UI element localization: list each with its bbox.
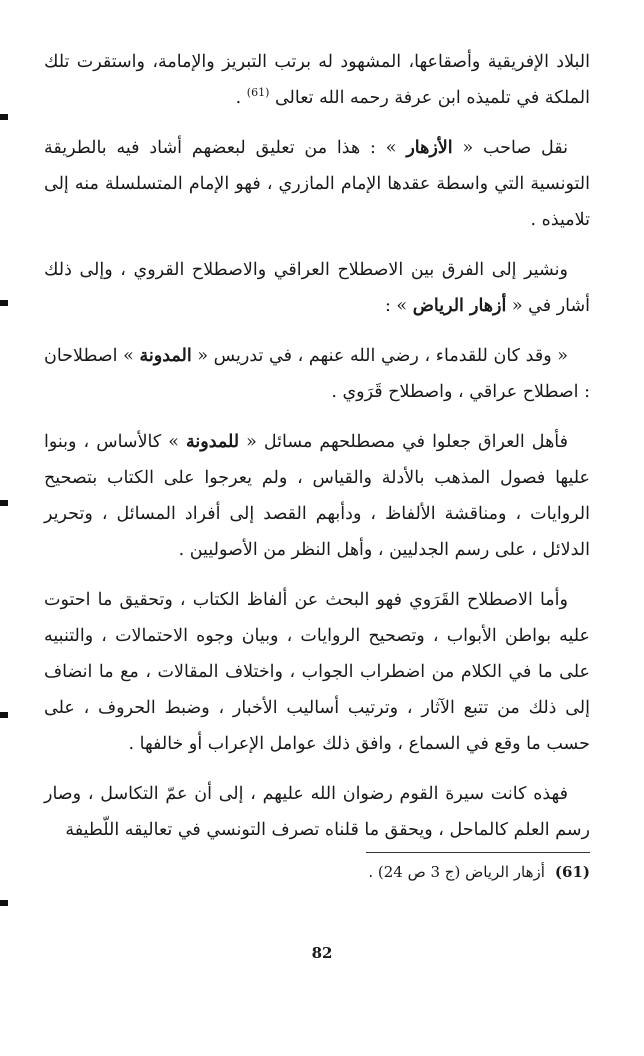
footnote-text: أزهار الرياض (ج 3 ص 24) . [368,863,545,881]
paragraph [44,776,590,848]
scan-edge-mark [0,500,8,506]
page-number: 82 [311,944,333,962]
paragraph [44,44,590,116]
text-run: وأما الاصطلاح القَرَوي فهو البحث عن ألفاظ الكتاب ، وتحقيق ما احتوت عليه بواطن الأبواب ، وتصحيح الروايات ، وبيان وجوه الاحتمالات ، والتنبيه على ما في الكلام من اضطراب الجواب ، واختلاف المقالات ، مع ما انضاف إلى ذلك من تتبع الآثار ، وترتيب أساليب الأخبار ، وضبط الحروف ، على حسب ما وقع في السماع ، وافق ذلك عوامل الإعراب أو خالفها . [44,590,590,754]
footnote [44,858,590,886]
main-text [44,44,590,862]
text-run: » : هذا من تعليق لبعضهم أشاد فيه بالطريقة التونسية التي واسطة عقدها الإمام المازري ، فهو الإمام المتسلسلة منه إلى تلاميذه . [44,138,590,230]
text-run: فأهل العراق جعلوا في مصطلحهم مسائل « [239,432,568,452]
scan-edge-mark [0,300,8,306]
scan-edge-mark [0,712,8,718]
text-run: البلاد الإفريقية وأصقاعها، المشهود له برتب التبريز والإمامة، واستقرت تلك الملكة في تلميذه ابن عرفة رحمه الله تعالى [44,52,590,108]
text-run: ونشير إلى الفرق بين الاصطلاح العراقي والاصطلاح القروي ، وإلى ذلك أشار في « [44,260,590,316]
paragraph [44,252,590,324]
bold-title: الأزهار [406,138,453,158]
text-run: نقل صاحب « [452,138,568,158]
text-run: فهذه كانت سيرة القوم رضوان الله عليهم ، إلى أن عمّ التكاسل ، وصار رسم العلم كالماحل ، ويحقق ما قلناه تصرف التونسي في تعاليقه اللّطيفة [44,784,590,840]
footnote-reference: (61) [246,86,270,100]
text-run: » كالأساس ، وبنوا عليها فصول المذهب بالأدلة والقياس ، ولم يعرجوا على الكتاب بتصحيح الروايات ، ومناقشة الألفاظ ، ودأبهم القصد إلى أفراد المسائل ، وتحرير الدلائل ، على رسم الجدليين ، وأهل النظر من الأصوليين . [44,432,590,560]
bold-title: أزهار الرياض [412,296,507,316]
text-run: . [235,88,247,108]
bold-title: للمدونة [185,432,240,452]
paragraph [44,130,590,238]
footnote-number: (61) [554,863,590,881]
scan-edge-mark [0,114,8,120]
paragraph [44,582,590,762]
paragraph [44,424,590,568]
footnote-divider [366,852,590,853]
text-run: » : [384,296,413,316]
text-run: » اصطلاحان : اصطلاح عراقي ، واصطلاح قَرَوي . [44,346,590,402]
scan-edge-mark [0,900,8,906]
text-run: « وقد كان للقدماء ، رضي الله عنهم ، في تدريس « [191,346,568,366]
paragraph [44,338,590,410]
bold-title: المدونة [139,346,192,366]
